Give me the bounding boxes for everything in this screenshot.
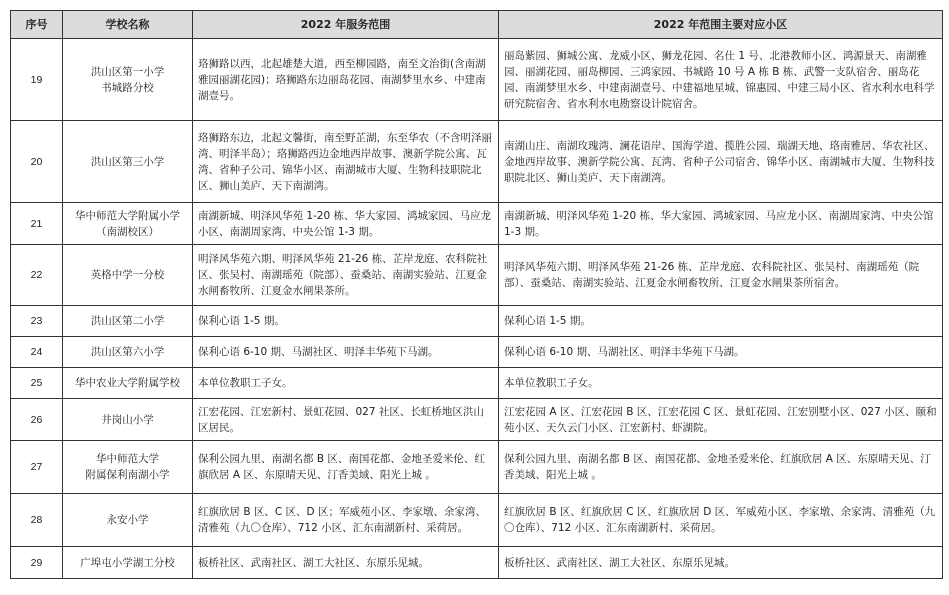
row-school-name: 华中师范大学 附属保利南湖小学 (63, 441, 193, 494)
header-service-range: 2022 年服务范围 (193, 11, 499, 39)
service-range-table (10, 10, 943, 579)
table-header-row (11, 11, 943, 39)
row-school-name: 洪山区第六小学 (63, 337, 193, 368)
table-row (11, 245, 943, 306)
row-communities: 本单位教职工子女。 (499, 368, 943, 399)
row-school-name: 华中师范大学附属小学 （南湖校区） (63, 203, 193, 245)
row-service-range: 保利公园九里、南湖名都 B 区、南国花都、金地圣爱米伦、红旗欣居 A 区、东原晴天见、汀香美域、阳光上城 。 (193, 441, 499, 494)
row-school-name: 广埠屯小学湖工分校 (63, 547, 193, 579)
table-row (11, 494, 943, 547)
row-no: 26 (11, 399, 63, 441)
row-communities: 江宏花园 A 区、江宏花园 B 区、江宏花园 C 区、景虹花园、江宏别墅小区、027 小区、颐和苑小区、天久云门小区、江宏新村、虾湖院。 (499, 399, 943, 441)
row-service-range: 明泽风华苑六期、明泽风华苑 21-26 栋、芷岸龙庭、农科院社区、张吴村、南湖瑶苑（院部）、蚕桑站、南湖实验站、江夏金水闸畜牧所、江夏金水闸果茶所。 (193, 245, 499, 306)
row-school-name: 洪山区第一小学 书城路分校 (63, 39, 193, 121)
row-school-name: 英格中学一分校 (63, 245, 193, 306)
row-communities: 明泽风华苑六期、明泽风华苑 21-26 栋、芷岸龙庭、农科院社区、张吴村、南湖瑶苑（院部）、蚕桑站、南湖实验站、江夏金水闸畜牧所、江夏金水闸果茶所宿舍。 (499, 245, 943, 306)
row-no: 27 (11, 441, 63, 494)
row-no: 19 (11, 39, 63, 121)
row-service-range: 珞狮路以西，北起雄楚大道，西至柳园路，南至文治街(含南湖雅园丽湖花园)；珞狮路东边丽岛花园、南湖梦里水乡、中建南湖壹号。 (193, 39, 499, 121)
row-no: 23 (11, 306, 63, 337)
table-row (11, 337, 943, 368)
row-service-range: 本单位教职工子女。 (193, 368, 499, 399)
row-no: 29 (11, 547, 63, 579)
row-school-name: 华中农业大学附属学校 (63, 368, 193, 399)
table-row (11, 399, 943, 441)
row-no: 20 (11, 121, 63, 203)
row-no: 25 (11, 368, 63, 399)
header-school-name: 学校名称 (63, 11, 193, 39)
row-communities: 保利公园九里、南湖名都 B 区、南国花都、金地圣爱米伦、红旗欣居 A 区、东原晴天见、汀香美域、阳光上城 。 (499, 441, 943, 494)
row-no: 21 (11, 203, 63, 245)
row-communities: 红旗欣居 B 区、红旗欣居 C 区、红旗欣居 D 区、军威苑小区、李家墩、余家湾、清雅苑（九〇仓库）、712 小区、汇东南湖新村、采荷居。 (499, 494, 943, 547)
table-row (11, 306, 943, 337)
table-row (11, 121, 943, 203)
row-communities: 板桥社区、武南社区、湖工大社区、东原乐见城。 (499, 547, 943, 579)
row-communities: 丽岛紫园、狮城公寓、龙威小区、狮龙花园、名仕 1 号、北港教师小区、鸿源景天、南湖雅园、丽湖花园、丽岛柳园、三鸿家园、书城路 10 号 A 栋 B 栋、武警一支队宿舍、丽岛花园、南湖梦里水乡、中建南湖壹号、中建福地星城、锦惠园、中建三局小区、省水利水电科学研究院宿舍、省水利水电勘察设计院宿舍。 (499, 39, 943, 121)
service-range-table-sheet (10, 10, 943, 579)
row-service-range: 江宏花园、江宏新村、景虹花园、027 社区、长虹桥地区洪山区居民。 (193, 399, 499, 441)
row-school-name: 洪山区第二小学 (63, 306, 193, 337)
row-school-name: 洪山区第三小学 (63, 121, 193, 203)
row-no: 24 (11, 337, 63, 368)
header-no: 序号 (11, 11, 63, 39)
table-row (11, 368, 943, 399)
row-no: 28 (11, 494, 63, 547)
row-school-name: 永安小学 (63, 494, 193, 547)
row-communities: 保利心语 6-10 期、马湖社区、明泽丰华苑下马湖。 (499, 337, 943, 368)
table-row (11, 441, 943, 494)
table-row (11, 39, 943, 121)
row-communities: 南湖山庄、南湖玫瑰湾、澜花语岸、国海学道、揽胜公园、瑞湖天地、珞南雅居、华农社区、金地西岸故事、澳新学院公寓、瓦湾、省种子公司宿舍、锦华小区、南湖城市大厦、生物科技职院北区、狮山美庐、天下南湖湾。 (499, 121, 943, 203)
row-school-name: 井岗山小学 (63, 399, 193, 441)
row-service-range: 珞狮路东边，北起文馨街，南至野芷湖，东至华农（不含明泽丽湾、明泽半岛）；珞狮路西边金地西岸故事、澳新学院公寓、瓦湾、省种子公司、锦华小区、南湖城市大厦、生物科技职院北区、狮山美庐、天下南湖湾。 (193, 121, 499, 203)
row-communities: 保利心语 1-5 期。 (499, 306, 943, 337)
row-service-range: 保利心语 6-10 期、马湖社区、明泽丰华苑下马湖。 (193, 337, 499, 368)
header-communities: 2022 年范围主要对应小区 (499, 11, 943, 39)
table-row (11, 547, 943, 579)
row-service-range: 保利心语 1-5 期。 (193, 306, 499, 337)
row-service-range: 板桥社区、武南社区、湖工大社区、东原乐见城。 (193, 547, 499, 579)
row-communities: 南湖新城、明泽风华苑 1-20 栋、华大家园、鸿城家园、马应龙小区、南湖周家湾、中央公馆 1-3 期。 (499, 203, 943, 245)
row-service-range: 南湖新城、明泽风华苑 1-20 栋、华大家园、鸿城家园、马应龙小区、南湖周家湾、中央公馆 1-3 期。 (193, 203, 499, 245)
row-no: 22 (11, 245, 63, 306)
table-row (11, 203, 943, 245)
row-service-range: 红旗欣居 B 区、C 区、D 区；军威苑小区、李家墩、余家湾、清雅苑（九〇仓库）、712 小区、汇东南湖新村、采荷居。 (193, 494, 499, 547)
